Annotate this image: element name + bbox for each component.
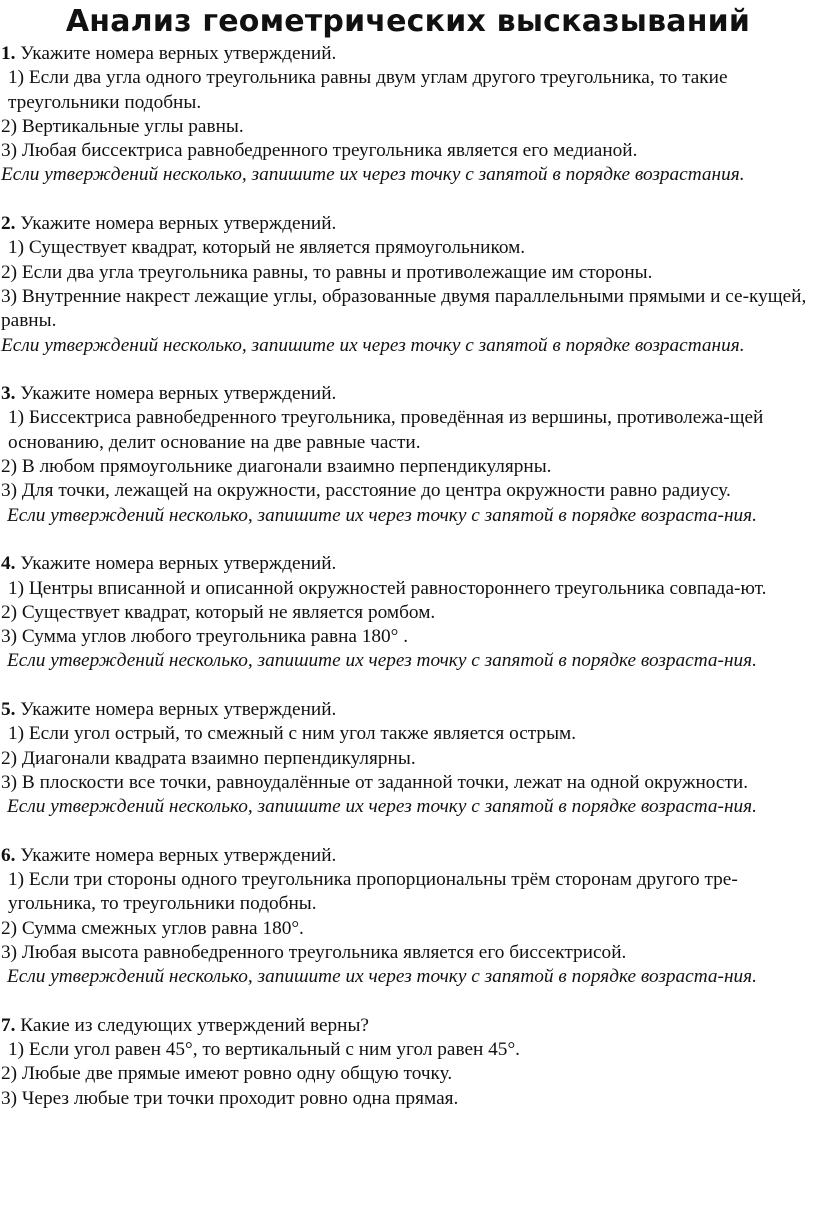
question-header [1, 1014, 815, 1038]
question-prompt: Укажите номера верных утверждений. [20, 213, 337, 235]
page-title: Анализ геометрических высказываний [65, 4, 751, 39]
question-header [1, 698, 815, 722]
question-number: 2. [1, 213, 16, 235]
statement-2: 2) Сумма смежных углов равна 180°. [1, 917, 304, 939]
answer-instruction: Если утверждений несколько, запишите их через точку с запятой в порядке возраста-ния. [7, 966, 757, 988]
answer-instruction: Если утверждений несколько, запишите их через точку с запятой в порядке возрастания. [1, 334, 745, 356]
statement-1: 1) Биссектриса равнобедренного треугольника, проведённая из вершины, противолежа-щей основанию, делит основание на две равные части. [8, 407, 764, 453]
answer-instruction: Если утверждений несколько, запишите их через точку с запятой в порядке возраста-ния. [7, 796, 757, 818]
question-prompt: Укажите номера верных утверждений. [20, 383, 337, 405]
statement-1: 1) Если три стороны одного треугольника пропорциональны трём сторонам другого тре-угольника, то треугольники подобны. [8, 869, 738, 915]
statement-2: 2) Любые две прямые имеют ровно одну общую точку. [1, 1063, 453, 1085]
statement-3: 3) Через любые три точки проходит ровно одна прямая. [1, 1087, 459, 1109]
statement-1: 1) Центры вписанной и описанной окружностей равностороннего треугольника совпада-ют. [8, 577, 767, 599]
statement-3: 3) Любая высота равнобедренного треугольника является его биссектрисой. [1, 941, 627, 963]
document-body [1, 42, 815, 1135]
statement-1: 1) Если угол равен 45°, то вертикальный с ним угол равен 45°. [8, 1039, 520, 1061]
statement-1: 1) Если два угла одного треугольника равны двум углам другого треугольника, то такие треугольники подобны. [8, 67, 728, 113]
question-1 [1, 42, 815, 188]
question-prompt: Укажите номера верных утверждений. [20, 844, 337, 866]
statement-3: 3) Для точки, лежащей на окружности, расстояние до центра окружности равно радиусу. [1, 480, 731, 502]
statement-2: 2) Вертикальные углы равны. [1, 115, 244, 137]
statement-3: 3) В плоскости все точки, равноудалённые от заданной точки, лежат на одной окружности. [1, 771, 749, 793]
question-number: 4. [1, 553, 16, 575]
answer-instruction: Если утверждений несколько, запишите их через точку с запятой в порядке возраста-ния. [7, 504, 757, 526]
statement-2: 2) Диагонали квадрата взаимно перпендикулярны. [1, 747, 416, 769]
statement-2: 2) Если два угла треугольника равны, то равны и противолежащие им стороны. [1, 261, 653, 283]
question-prompt: Укажите номера верных утверждений. [20, 699, 337, 721]
question-prompt: Какие из следующих утверждений верны? [20, 1014, 369, 1036]
question-header [1, 212, 815, 236]
question-header [1, 382, 815, 406]
question-prompt: Укажите номера верных утверждений. [20, 553, 337, 575]
question-2 [1, 212, 815, 358]
question-number: 1. [1, 43, 16, 64]
question-number: 5. [1, 699, 16, 721]
question-7 [1, 1014, 815, 1111]
statement-3: 3) Сумма углов любого треугольника равна 180° . [1, 626, 409, 648]
question-header [1, 844, 815, 868]
statement-3: 3) Внутренние накрест лежащие углы, образованные двумя параллельными прямыми и се-кущей, равны. [1, 285, 807, 332]
question-6 [1, 844, 815, 990]
question-5 [1, 698, 815, 819]
statement-2: 2) Существует квадрат, который не является ромбом. [1, 601, 436, 623]
statement-2: 2) В любом прямоугольнике диагонали взаимно перпендикулярны. [1, 456, 552, 478]
statement-3: 3) Любая биссектриса равнобедренного треугольника является его медианой. [1, 140, 638, 162]
question-header [1, 552, 815, 576]
question-number: 6. [1, 844, 16, 866]
question-4 [1, 552, 815, 673]
answer-instruction: Если утверждений несколько, запишите их через точку с запятой в порядке возрастания. [1, 164, 745, 186]
statement-1: 1) Существует квадрат, который не является прямоугольником. [8, 237, 526, 259]
question-3 [1, 382, 815, 528]
statement-1: 1) Если угол острый, то смежный с ним угол также является острым. [8, 723, 577, 745]
question-prompt: Укажите номера верных утверждений. [20, 43, 337, 64]
question-number: 3. [1, 383, 16, 405]
answer-instruction: Если утверждений несколько, запишите их через точку с запятой в порядке возраста-ния. [7, 650, 757, 672]
question-number: 7. [1, 1014, 16, 1036]
question-header [1, 42, 815, 66]
